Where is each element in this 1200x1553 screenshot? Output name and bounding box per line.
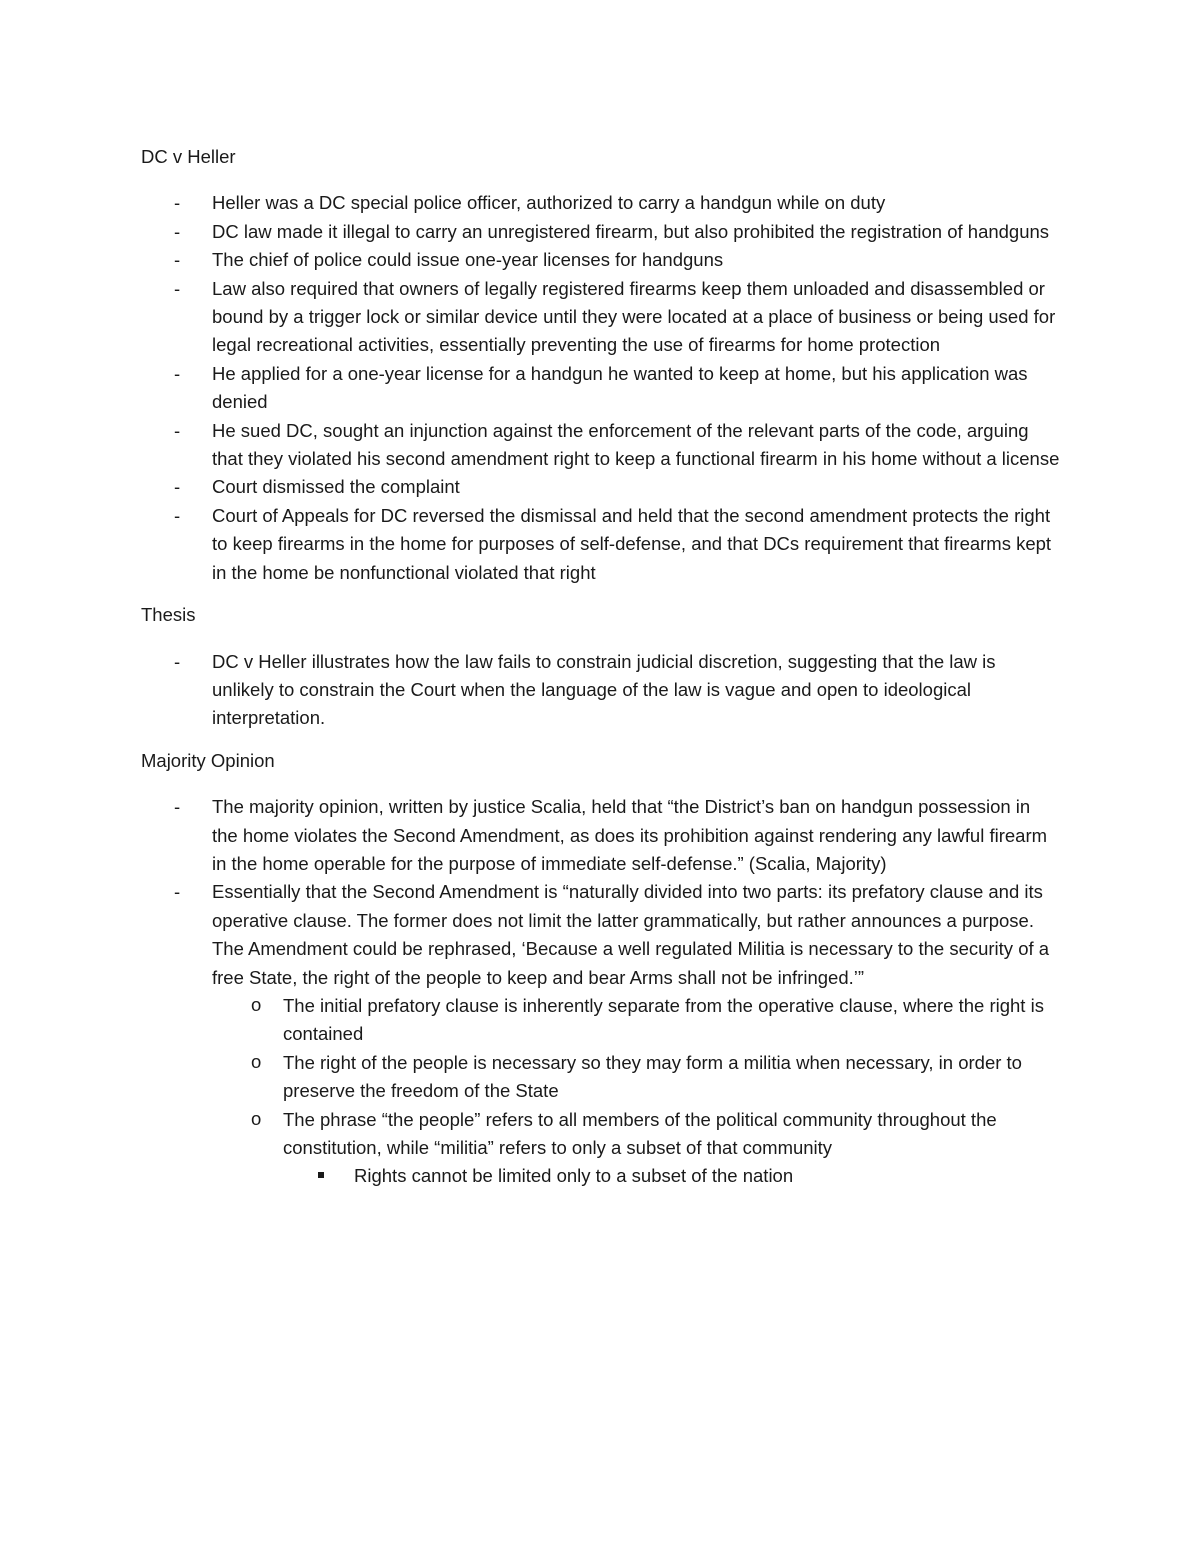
- list-item-text: He sued DC, sought an injunction against the enforcement of the relevant parts of the code, arguing that they violated his second amendment right to keep a functional firearm in his home without a license: [212, 419, 1060, 470]
- square-bullet-icon: [318, 1172, 324, 1178]
- list-item-text: Law also required that owners of legally registered firearms keep them unloaded and disassembled or bound by a trigger lock or similar device until they were located at a place of business or being used for legal recreational activities, essentially preventing the use of firearms for home protection: [212, 277, 1056, 356]
- dash-bullet: -: [174, 504, 181, 526]
- sub-list-item: [212, 1049, 1061, 1106]
- dash-bullet: -: [174, 881, 181, 903]
- list-item-text: Court of Appeals for DC reversed the dismissal and held that the second amendment protects the right to keep firearms in the home for purposes of self-defense, and that DCs requirement that firearms kept in the home be nonfunctional violated that right: [212, 504, 1052, 583]
- dash-bullet: -: [174, 362, 181, 384]
- list-item-text: Essentially that the Second Amendment is “naturally divided into two parts: its prefatory clause and its operative clause. The former does not limit the latter grammatically, but rather announces a purpose. The Amendment could be rephrased, ‘Because a well regulated Militia is necessary to the security of a free State, the right of the people to keep and bear Arms shall not be infringed.’”: [212, 881, 1050, 988]
- list-item-text: The majority opinion, written by justice Scalia, held that “the District’s ban on handgun possession in the home violates the Second Amendment, as does its prohibition against rendering any lawful firearm in the home operable for the purpose of immediate self-defense.” (Scalia, Majority): [212, 796, 1048, 874]
- sub-list-item: [212, 992, 1061, 1049]
- sub-sub-list-item: [283, 1162, 1061, 1190]
- circle-bullet: o: [251, 993, 262, 1015]
- list-item: [141, 502, 1061, 587]
- sub-list-item-text: The phrase “the people” refers to all members of the political community throughout the constitution, while “militia” refers to only a subset of that community: [283, 1108, 997, 1158]
- list-item-text: Heller was a DC special police officer, authorized to carry a handgun while on duty: [212, 192, 886, 214]
- section-heading-dc-v-heller: DC v Heller: [141, 146, 236, 167]
- dash-bullet: -: [174, 796, 181, 818]
- dash-bullet: -: [174, 476, 181, 498]
- sub-sub-list: [283, 1162, 1061, 1190]
- dash-bullet: -: [174, 277, 181, 299]
- list-item-text: DC law made it illegal to carry an unregistered firearm, but also prohibited the registration of handguns: [212, 220, 1050, 242]
- list-item: [141, 246, 1061, 274]
- list-item: [141, 360, 1061, 417]
- list-item-text: The chief of police could issue one-year licenses for handguns: [212, 249, 724, 271]
- list-item: [141, 648, 1061, 733]
- circle-bullet: o: [251, 1107, 262, 1129]
- list-item-text: He applied for a one-year license for a handgun he wanted to keep at home, but his application was denied: [212, 362, 1028, 413]
- list-item-text: Court dismissed the complaint: [212, 476, 460, 498]
- dash-bullet: -: [174, 650, 181, 672]
- sub-list-item: [212, 1106, 1061, 1191]
- facts-list: [141, 189, 1061, 587]
- list-item: [141, 218, 1061, 246]
- thesis-list: [141, 648, 1061, 733]
- circle-bullet: o: [251, 1050, 262, 1072]
- list-item: [141, 275, 1061, 360]
- list-item: [141, 417, 1061, 474]
- sub-sub-list-item-text: Rights cannot be limited only to a subset of the nation: [354, 1165, 794, 1187]
- sub-list-item-text: The initial prefatory clause is inherently separate from the operative clause, where the right is contained: [283, 994, 1044, 1045]
- dash-bullet: -: [174, 249, 181, 271]
- sub-list: [212, 992, 1061, 1191]
- majority-opinion-list: [141, 793, 1061, 1191]
- section-heading-thesis: Thesis: [141, 604, 196, 626]
- list-item: [141, 793, 1061, 878]
- list-item-text: DC v Heller illustrates how the law fails to constrain judicial discretion, suggesting that the law is unlikely to constrain the Court when the language of the law is vague and open to ideological interpretation.: [212, 650, 996, 729]
- dash-bullet: -: [174, 220, 181, 242]
- sub-list-item-text: The right of the people is necessary so they may form a militia when necessary, in order to preserve the freedom of the State: [283, 1051, 1022, 1102]
- section-heading-majority-opinion: Majority Opinion: [141, 749, 275, 771]
- list-item: [141, 878, 1061, 1190]
- dash-bullet: -: [174, 192, 181, 214]
- document-body: [141, 143, 1061, 1191]
- list-item: [141, 189, 1061, 217]
- list-item: [141, 473, 1061, 501]
- dash-bullet: -: [174, 419, 181, 441]
